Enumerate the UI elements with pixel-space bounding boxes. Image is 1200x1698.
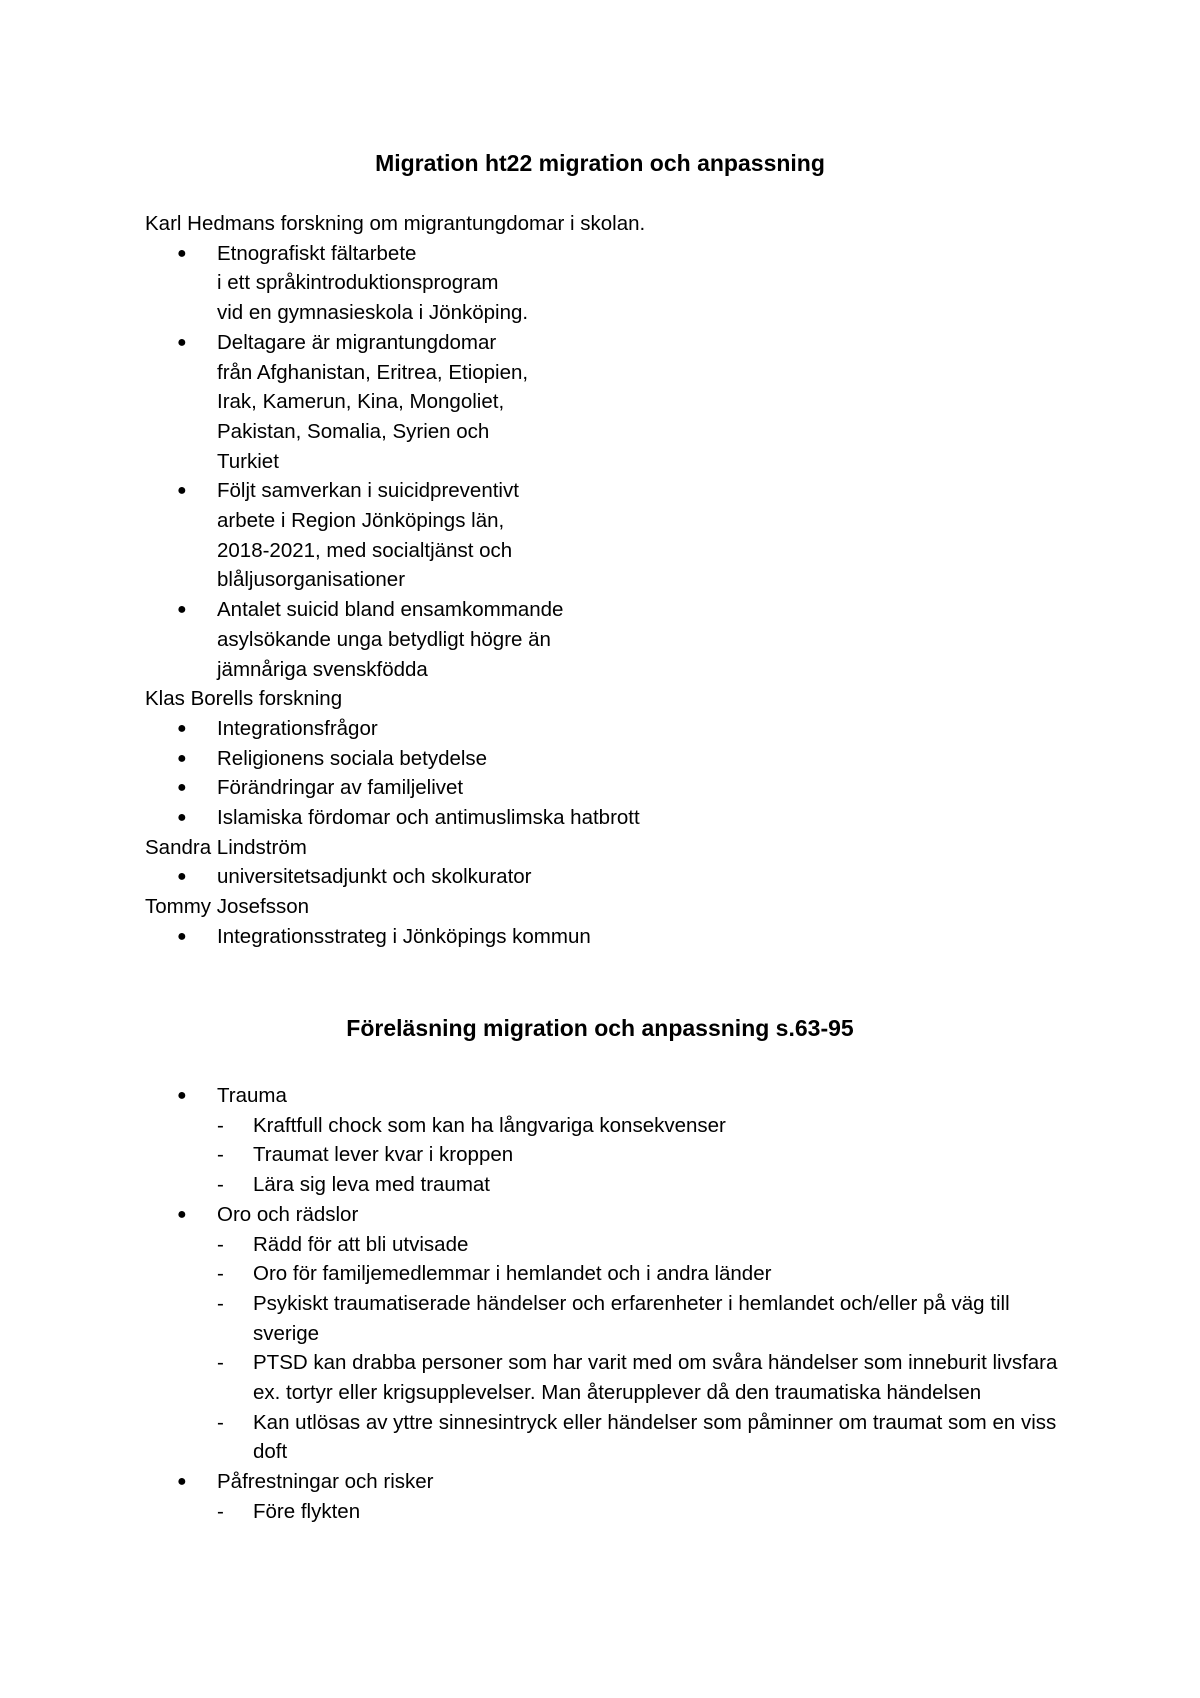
- dash-marker: -: [217, 1173, 224, 1197]
- dash-item: [217, 1289, 1065, 1348]
- bullet-icon: ●: [177, 1087, 187, 1104]
- research-section: [145, 209, 1065, 952]
- bullet-item: [145, 862, 1065, 892]
- dash-item: [217, 1348, 1065, 1407]
- topic-label: Trauma: [217, 1084, 287, 1107]
- bullet-icon: ●: [177, 482, 187, 500]
- bullet-icon: ●: [177, 809, 187, 827]
- researcher-heading: Sandra Lindström: [145, 835, 307, 859]
- dash-item: [217, 1170, 1065, 1200]
- dash-marker: -: [217, 1232, 224, 1256]
- dash-list: [217, 1111, 1065, 1200]
- bullet-text: Islamiska fördomar och antimuslimska hatbrott: [217, 806, 640, 830]
- dash-marker: -: [217, 1113, 224, 1137]
- lecture-title: Föreläsning migration och anpassning s.63-95: [346, 1015, 854, 1041]
- bullet-text: Integrationsstrateg i Jönköpings kommun: [217, 924, 591, 948]
- bullet-item: [145, 239, 1065, 328]
- bullet-icon: ●: [177, 719, 187, 737]
- dash-text: Kraftfull chock som kan ha långvariga konsekvenser: [253, 1113, 726, 1137]
- dash-item: [217, 1408, 1065, 1467]
- bullet-icon: ●: [177, 868, 187, 886]
- dash-text: Kan utlösas av yttre sinnesintryck eller händelser som påminner om traumat som en viss doft: [253, 1410, 1057, 1464]
- bullet-icon: ●: [177, 601, 187, 619]
- dash-item: [217, 1259, 1065, 1289]
- bullet-item: [145, 595, 1065, 684]
- bullet-text: Religionens sociala betydelse: [217, 746, 488, 770]
- dash-list: [217, 1230, 1065, 1468]
- bullet-icon: ●: [177, 333, 187, 351]
- dash-item: [217, 1140, 1065, 1170]
- bullet-text: Förändringar av familjelivet: [217, 776, 464, 800]
- researcher-heading: Klas Borells forskning: [145, 687, 343, 711]
- topic-item: [145, 1467, 1065, 1526]
- dash-text: Lära sig leva med traumat: [253, 1173, 491, 1197]
- bullet-item: [145, 773, 1065, 803]
- dash-item: [217, 1111, 1065, 1141]
- dash-text: Oro för familjemedlemmar i hemlandet och i andra länder: [253, 1262, 772, 1286]
- dash-list: [217, 1497, 1065, 1527]
- dash-marker: -: [217, 1143, 224, 1167]
- bullet-list: [145, 714, 1065, 833]
- bullet-text: Följt samverkan i suicidpreventivt arbete i Region Jönköpings län, 2018-2021, med socialtjänst och blåljusorganisationer: [217, 479, 519, 592]
- dash-text: Psykiskt traumatiserade händelser och erfarenheter i hemlandet och/eller på väg till sverige: [253, 1291, 1010, 1345]
- dash-marker: -: [217, 1351, 224, 1375]
- bullet-icon: ●: [177, 1205, 187, 1223]
- dash-text: Före flykten: [253, 1499, 361, 1523]
- bullet-icon: ●: [177, 1473, 187, 1491]
- bullet-list: [145, 239, 1065, 685]
- bullet-item: [145, 744, 1065, 774]
- bullet-icon: ●: [177, 749, 187, 767]
- bullet-text: universitetsadjunkt och skolkurator: [217, 865, 532, 889]
- bullet-text: Etnografiskt fältarbete i ett språkintroduktionsprogram vid en gymnasieskola i Jönköping.: [217, 241, 529, 325]
- dash-text: PTSD kan drabba personer som har varit med om svåra händelser som inneburit livsfara ex. tortyr eller krigsupplevelser. Man återupplever då den traumatiska händelsen: [253, 1351, 1058, 1405]
- topic-item: [145, 1081, 1065, 1200]
- bullet-text: Antalet suicid bland ensamkommande asylsökande unga betydligt högre än jämnåriga svenskfödda: [217, 598, 564, 681]
- dash-text: Traumat lever kvar i kroppen: [253, 1143, 514, 1167]
- bullet-icon: ●: [177, 927, 187, 945]
- bullet-text: Deltagare är migrantungdomar från Afghanistan, Eritrea, Etiopien, Irak, Kamerun, Kina, Mongoliet, Pakistan, Somalia, Syrien och Turkiet: [217, 330, 529, 473]
- bullet-text: Integrationsfrågor: [217, 716, 378, 740]
- dash-item: [217, 1497, 1065, 1527]
- bullet-list: [145, 862, 1065, 892]
- researcher-heading: Tommy Josefsson: [145, 895, 310, 919]
- dash-marker: -: [217, 1499, 224, 1523]
- bullet-list: [145, 922, 1065, 952]
- bullet-item: [145, 714, 1065, 744]
- dash-marker: -: [217, 1262, 224, 1286]
- dash-marker: -: [217, 1410, 224, 1434]
- dash-text: Rädd för att bli utvisade: [253, 1232, 469, 1256]
- dash-marker: -: [217, 1291, 224, 1315]
- topic-label: Påfrestningar och risker: [217, 1470, 434, 1494]
- researcher-heading: Karl Hedmans forskning om migrantungdomar i skolan.: [145, 212, 646, 235]
- lecture-notes-section: [145, 1081, 1065, 1527]
- topic-item: [145, 1200, 1065, 1467]
- page-title: Migration ht22 migration och anpassning: [375, 150, 825, 176]
- bullet-icon: ●: [177, 244, 187, 262]
- bullet-item: [145, 476, 1065, 595]
- bullet-item: [145, 803, 1065, 833]
- lecture-bullet-list: [145, 1081, 1065, 1527]
- bullet-item: [145, 922, 1065, 952]
- dash-item: [217, 1230, 1065, 1260]
- bullet-icon: ●: [177, 779, 187, 797]
- topic-label: Oro och rädslor: [217, 1202, 359, 1226]
- bullet-item: [145, 328, 1065, 477]
